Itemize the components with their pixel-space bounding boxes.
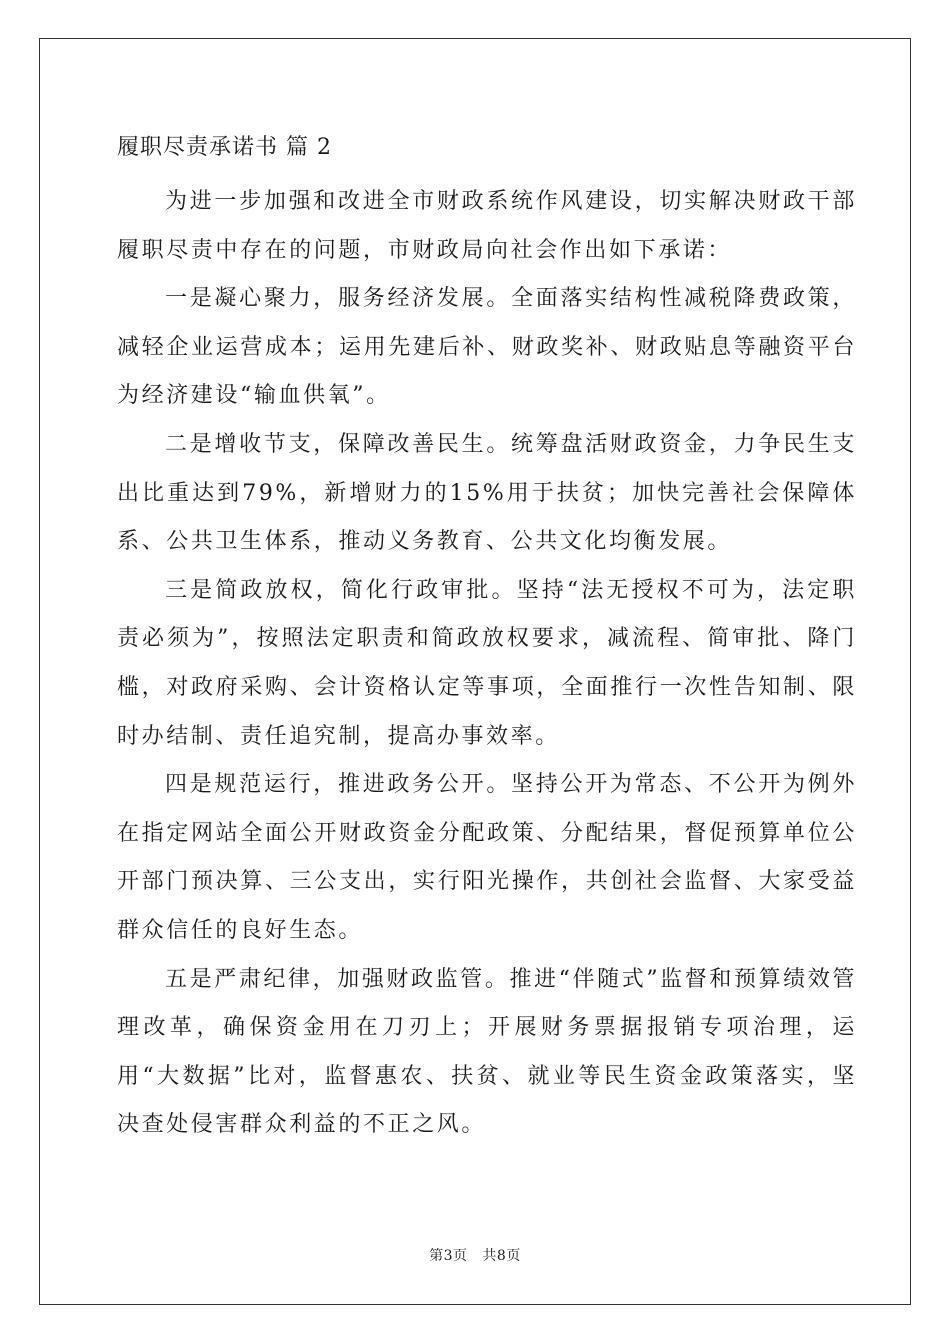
document-title: 履职尽责承诺书 篇 2 xyxy=(117,135,332,160)
paragraph-intro: 为进一步加强和改进全市财政系统作风建设，切实解决财政干部履职尽责中存在的问题，市财政局向社会作出如下承诺： xyxy=(117,189,857,263)
paragraph-commitment-3: 三是简政放权，简化行政审批。坚持“法无授权不可为，法定职责必须为”，按照法定职责和简政放权要求，减流程、简审批、降门槛，对政府采购、会计资格认定等事项，全面推行一次性告知制、限时办结制、责任追究制，提高办事效率。 xyxy=(117,577,857,749)
page-number: 第3页 xyxy=(429,1248,468,1264)
page-footer xyxy=(0,1246,950,1266)
page-total: 共8页 xyxy=(482,1248,521,1264)
paragraph-commitment-2: 二是增收节支，保障改善民生。统筹盘活财政资金，力争民生支出比重达到79%，新增财力的15%用于扶贫；加快完善社会保障体系、公共卫生体系，推动义务教育、公共文化均衡发展。 xyxy=(117,431,857,555)
paragraph-commitment-1: 一是凝心聚力，服务经济发展。全面落实结构性减税降费政策，减轻企业运营成本；运用先建后补、财政奖补、财政贴息等融资平台为经济建设“输血供氧”。 xyxy=(117,286,857,409)
paragraph-commitment-4: 四是规范运行，推进政务公开。坚持公开为常态、不公开为例外在指定网站全面公开财政资金分配政策、分配结果，督促预算单位公开部门预决算、三公支出，实行阳光操作，共创社会监督、大家受益群众信任的良好生态。 xyxy=(117,772,857,943)
document-body xyxy=(117,128,857,1150)
paragraph-commitment-5: 五是严肃纪律，加强财政监管。推进“伴随式”监督和预算绩效管理改革，确保资金用在刀刃上；开展财务票据报销专项治理，运用“大数据”比对，监督惠农、扶贫、就业等民生资金政策落实，坚决查处侵害群众利益的不正之风。 xyxy=(117,966,857,1138)
